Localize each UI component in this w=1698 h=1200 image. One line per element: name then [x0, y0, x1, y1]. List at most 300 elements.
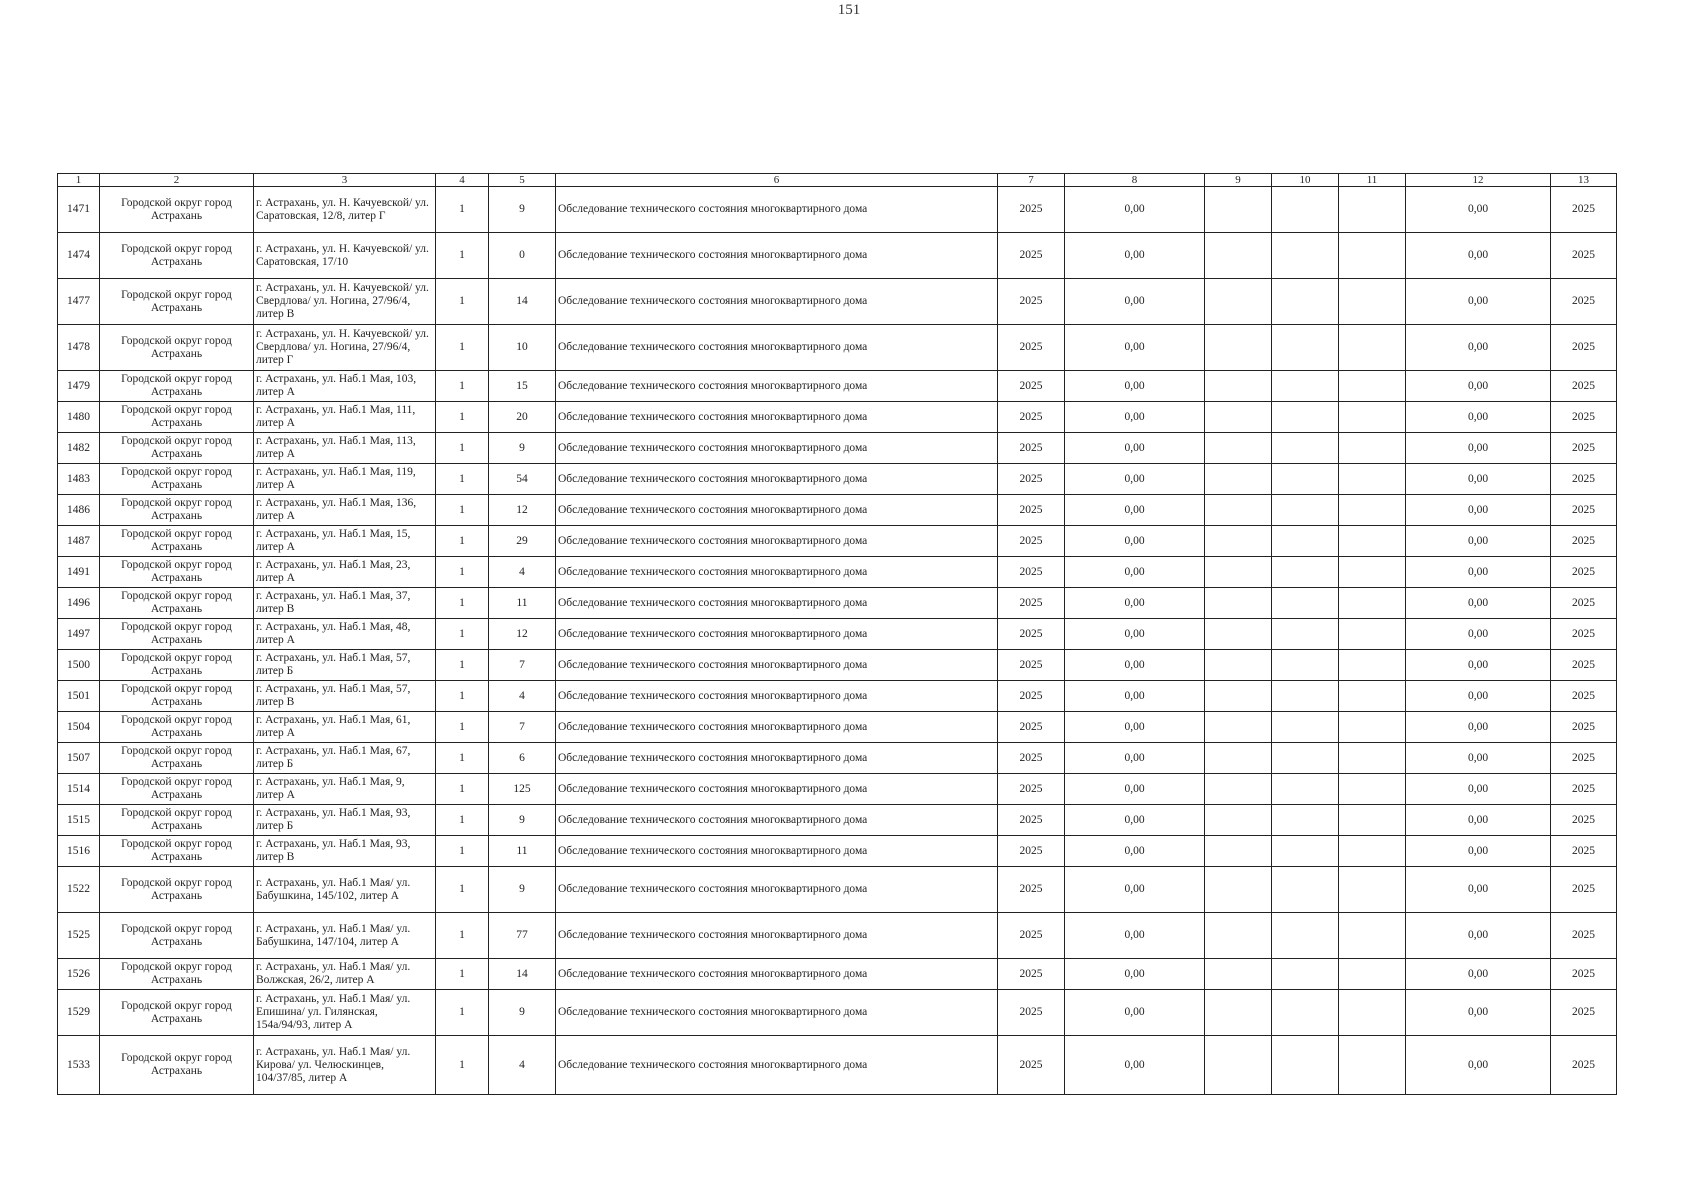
cell-col8: 0,00: [1065, 402, 1205, 433]
cell-col10: [1272, 233, 1339, 279]
work-type-cell: Обследование технического состояния многоквартирного дома: [556, 464, 998, 495]
cell-col9: [1205, 959, 1272, 990]
cell-col8: 0,00: [1065, 588, 1205, 619]
row-number: 1525: [58, 913, 100, 959]
column-header: 1: [58, 174, 100, 187]
cell-col10: [1272, 712, 1339, 743]
cell-col9: [1205, 712, 1272, 743]
cell-col7: 2025: [998, 325, 1065, 371]
cell-col10: [1272, 371, 1339, 402]
cell-col7: 2025: [998, 867, 1065, 913]
cell-col8: 0,00: [1065, 557, 1205, 588]
cell-col4: 1: [436, 325, 489, 371]
address-cell: г. Астрахань, ул. Н. Качуевской/ ул. Саратовская, 12/8, литер Г: [254, 187, 436, 233]
work-type-cell: Обследование технического состояния многоквартирного дома: [556, 1036, 998, 1095]
page-number: 151: [837, 2, 861, 18]
cell-col5: 77: [489, 913, 556, 959]
cell-col5: 29: [489, 526, 556, 557]
cell-col10: [1272, 464, 1339, 495]
cell-col7: 2025: [998, 743, 1065, 774]
cell-col10: [1272, 557, 1339, 588]
municipality-cell: Городской округ город Астрахань: [100, 836, 254, 867]
table-row: [58, 743, 1617, 774]
table-row: [58, 495, 1617, 526]
municipality-cell: Городской округ город Астрахань: [100, 681, 254, 712]
cell-col4: 1: [436, 1036, 489, 1095]
municipality-cell: Городской округ город Астрахань: [100, 402, 254, 433]
address-cell: г. Астрахань, ул. Наб.1 Мая/ ул. Кирова/ ул. Челюскинцев, 104/37/85, литер А: [254, 1036, 436, 1095]
cell-col7: 2025: [998, 959, 1065, 990]
column-header: 8: [1065, 174, 1205, 187]
cell-col9: [1205, 774, 1272, 805]
cell-col7: 2025: [998, 619, 1065, 650]
column-header: 5: [489, 174, 556, 187]
municipality-cell: Городской округ город Астрахань: [100, 990, 254, 1036]
table-row: [58, 774, 1617, 805]
cell-col5: 9: [489, 805, 556, 836]
table-row: [58, 588, 1617, 619]
work-type-cell: Обследование технического состояния многоквартирного дома: [556, 526, 998, 557]
cell-col8: 0,00: [1065, 526, 1205, 557]
address-cell: г. Астрахань, ул. Н. Качуевской/ ул. Свердлова/ ул. Ногина, 27/96/4, литер В: [254, 279, 436, 325]
cell-col13: 2025: [1551, 959, 1617, 990]
cell-col4: 1: [436, 187, 489, 233]
address-cell: г. Астрахань, ул. Наб.1 Мая/ ул. Бабушкина, 145/102, литер А: [254, 867, 436, 913]
cell-col13: 2025: [1551, 1036, 1617, 1095]
cell-col5: 9: [489, 867, 556, 913]
column-header: 9: [1205, 174, 1272, 187]
column-header: 2: [100, 174, 254, 187]
municipality-cell: Городской округ город Астрахань: [100, 959, 254, 990]
municipality-cell: Городской округ город Астрахань: [100, 495, 254, 526]
address-cell: г. Астрахань, ул. Наб.1 Мая, 48, литер А: [254, 619, 436, 650]
cell-col9: [1205, 681, 1272, 712]
cell-col11: [1339, 1036, 1406, 1095]
row-number: 1482: [58, 433, 100, 464]
cell-col8: 0,00: [1065, 464, 1205, 495]
row-number: 1504: [58, 712, 100, 743]
cell-col10: [1272, 805, 1339, 836]
cell-col12: 0,00: [1406, 743, 1551, 774]
cell-col10: [1272, 774, 1339, 805]
cell-col9: [1205, 588, 1272, 619]
municipality-cell: Городской округ город Астрахань: [100, 805, 254, 836]
cell-col13: 2025: [1551, 743, 1617, 774]
work-type-cell: Обследование технического состояния многоквартирного дома: [556, 325, 998, 371]
cell-col10: [1272, 325, 1339, 371]
cell-col13: 2025: [1551, 526, 1617, 557]
cell-col12: 0,00: [1406, 836, 1551, 867]
row-number: 1483: [58, 464, 100, 495]
cell-col9: [1205, 557, 1272, 588]
cell-col13: 2025: [1551, 774, 1617, 805]
table-row: [58, 867, 1617, 913]
cell-col8: 0,00: [1065, 990, 1205, 1036]
cell-col10: [1272, 588, 1339, 619]
register-table: [57, 173, 1617, 1095]
cell-col11: [1339, 712, 1406, 743]
cell-col10: [1272, 495, 1339, 526]
cell-col9: [1205, 650, 1272, 681]
cell-col4: 1: [436, 774, 489, 805]
cell-col11: [1339, 774, 1406, 805]
cell-col9: [1205, 1036, 1272, 1095]
cell-col12: 0,00: [1406, 279, 1551, 325]
row-number: 1496: [58, 588, 100, 619]
address-cell: г. Астрахань, ул. Наб.1 Мая, 111, литер А: [254, 402, 436, 433]
cell-col5: 11: [489, 588, 556, 619]
cell-col12: 0,00: [1406, 233, 1551, 279]
cell-col9: [1205, 187, 1272, 233]
cell-col8: 0,00: [1065, 187, 1205, 233]
cell-col4: 1: [436, 743, 489, 774]
cell-col10: [1272, 402, 1339, 433]
cell-col10: [1272, 619, 1339, 650]
cell-col9: [1205, 279, 1272, 325]
cell-col4: 1: [436, 464, 489, 495]
work-type-cell: Обследование технического состояния многоквартирного дома: [556, 187, 998, 233]
cell-col5: 12: [489, 495, 556, 526]
cell-col5: 7: [489, 712, 556, 743]
address-cell: г. Астрахань, ул. Наб.1 Мая, 61, литер А: [254, 712, 436, 743]
row-number: 1522: [58, 867, 100, 913]
address-cell: г. Астрахань, ул. Н. Качуевской/ ул. Саратовская, 17/10: [254, 233, 436, 279]
table-row: [58, 836, 1617, 867]
work-type-cell: Обследование технического состояния многоквартирного дома: [556, 913, 998, 959]
municipality-cell: Городской округ город Астрахань: [100, 743, 254, 774]
cell-col4: 1: [436, 588, 489, 619]
municipality-cell: Городской округ город Астрахань: [100, 913, 254, 959]
table-row: [58, 433, 1617, 464]
cell-col7: 2025: [998, 433, 1065, 464]
column-header: 11: [1339, 174, 1406, 187]
cell-col12: 0,00: [1406, 1036, 1551, 1095]
work-type-cell: Обследование технического состояния многоквартирного дома: [556, 681, 998, 712]
cell-col4: 1: [436, 233, 489, 279]
cell-col11: [1339, 867, 1406, 913]
cell-col13: 2025: [1551, 805, 1617, 836]
cell-col11: [1339, 187, 1406, 233]
cell-col4: 1: [436, 990, 489, 1036]
table-row: [58, 650, 1617, 681]
row-number: 1497: [58, 619, 100, 650]
cell-col8: 0,00: [1065, 650, 1205, 681]
cell-col5: 9: [489, 433, 556, 464]
cell-col9: [1205, 805, 1272, 836]
cell-col7: 2025: [998, 681, 1065, 712]
cell-col7: 2025: [998, 805, 1065, 836]
cell-col13: 2025: [1551, 588, 1617, 619]
cell-col12: 0,00: [1406, 867, 1551, 913]
cell-col9: [1205, 464, 1272, 495]
cell-col12: 0,00: [1406, 650, 1551, 681]
address-cell: г. Астрахань, ул. Наб.1 Мая/ ул. Волжская, 26/2, литер А: [254, 959, 436, 990]
cell-col8: 0,00: [1065, 805, 1205, 836]
cell-col12: 0,00: [1406, 325, 1551, 371]
cell-col10: [1272, 1036, 1339, 1095]
cell-col10: [1272, 867, 1339, 913]
cell-col8: 0,00: [1065, 371, 1205, 402]
address-cell: г. Астрахань, ул. Наб.1 Мая, 119, литер А: [254, 464, 436, 495]
work-type-cell: Обследование технического состояния многоквартирного дома: [556, 774, 998, 805]
cell-col5: 12: [489, 619, 556, 650]
cell-col12: 0,00: [1406, 774, 1551, 805]
table-row: [58, 959, 1617, 990]
address-cell: г. Астрахань, ул. Наб.1 Мая, 57, литер Б: [254, 650, 436, 681]
cell-col7: 2025: [998, 495, 1065, 526]
table-row: [58, 712, 1617, 743]
work-type-cell: Обследование технического состояния многоквартирного дома: [556, 557, 998, 588]
address-cell: г. Астрахань, ул. Наб.1 Мая, 9, литер А: [254, 774, 436, 805]
cell-col13: 2025: [1551, 867, 1617, 913]
row-number: 1487: [58, 526, 100, 557]
cell-col11: [1339, 588, 1406, 619]
cell-col11: [1339, 371, 1406, 402]
cell-col5: 14: [489, 959, 556, 990]
row-number: 1533: [58, 1036, 100, 1095]
cell-col12: 0,00: [1406, 588, 1551, 619]
cell-col4: 1: [436, 913, 489, 959]
cell-col9: [1205, 233, 1272, 279]
cell-col7: 2025: [998, 526, 1065, 557]
cell-col10: [1272, 650, 1339, 681]
table-row: [58, 990, 1617, 1036]
cell-col8: 0,00: [1065, 959, 1205, 990]
cell-col7: 2025: [998, 1036, 1065, 1095]
address-cell: г. Астрахань, ул. Наб.1 Мая, 136, литер А: [254, 495, 436, 526]
cell-col8: 0,00: [1065, 913, 1205, 959]
cell-col11: [1339, 681, 1406, 712]
cell-col12: 0,00: [1406, 464, 1551, 495]
cell-col11: [1339, 990, 1406, 1036]
column-header: 6: [556, 174, 998, 187]
work-type-cell: Обследование технического состояния многоквартирного дома: [556, 433, 998, 464]
cell-col13: 2025: [1551, 495, 1617, 526]
cell-col11: [1339, 650, 1406, 681]
cell-col5: 125: [489, 774, 556, 805]
municipality-cell: Городской округ город Астрахань: [100, 279, 254, 325]
work-type-cell: Обследование технического состояния многоквартирного дома: [556, 867, 998, 913]
cell-col12: 0,00: [1406, 526, 1551, 557]
table-row: [58, 1036, 1617, 1095]
cell-col9: [1205, 619, 1272, 650]
cell-col13: 2025: [1551, 325, 1617, 371]
cell-col5: 4: [489, 1036, 556, 1095]
cell-col8: 0,00: [1065, 743, 1205, 774]
cell-col13: 2025: [1551, 187, 1617, 233]
cell-col9: [1205, 371, 1272, 402]
cell-col8: 0,00: [1065, 233, 1205, 279]
table-row: [58, 325, 1617, 371]
address-cell: г. Астрахань, ул. Наб.1 Мая, 23, литер А: [254, 557, 436, 588]
row-number: 1501: [58, 681, 100, 712]
cell-col4: 1: [436, 279, 489, 325]
work-type-cell: Обследование технического состояния многоквартирного дома: [556, 743, 998, 774]
cell-col13: 2025: [1551, 990, 1617, 1036]
cell-col4: 1: [436, 681, 489, 712]
table-row: [58, 187, 1617, 233]
row-number: 1514: [58, 774, 100, 805]
cell-col7: 2025: [998, 371, 1065, 402]
cell-col8: 0,00: [1065, 619, 1205, 650]
cell-col9: [1205, 433, 1272, 464]
cell-col9: [1205, 495, 1272, 526]
address-cell: г. Астрахань, ул. Наб.1 Мая, 57, литер В: [254, 681, 436, 712]
cell-col4: 1: [436, 402, 489, 433]
cell-col12: 0,00: [1406, 712, 1551, 743]
cell-col9: [1205, 526, 1272, 557]
address-cell: г. Астрахань, ул. Наб.1 Мая/ ул. Епишина/ ул. Гилянская, 154а/94/93, литер А: [254, 990, 436, 1036]
cell-col7: 2025: [998, 774, 1065, 805]
municipality-cell: Городской округ город Астрахань: [100, 325, 254, 371]
cell-col4: 1: [436, 557, 489, 588]
cell-col10: [1272, 526, 1339, 557]
cell-col8: 0,00: [1065, 433, 1205, 464]
cell-col11: [1339, 495, 1406, 526]
cell-col5: 4: [489, 681, 556, 712]
table-row: [58, 402, 1617, 433]
municipality-cell: Городской округ город Астрахань: [100, 233, 254, 279]
cell-col13: 2025: [1551, 464, 1617, 495]
cell-col10: [1272, 743, 1339, 774]
address-cell: г. Астрахань, ул. Наб.1 Мая, 103, литер А: [254, 371, 436, 402]
cell-col11: [1339, 526, 1406, 557]
cell-col13: 2025: [1551, 233, 1617, 279]
cell-col8: 0,00: [1065, 774, 1205, 805]
work-type-cell: Обследование технического состояния многоквартирного дома: [556, 402, 998, 433]
cell-col7: 2025: [998, 557, 1065, 588]
row-number: 1479: [58, 371, 100, 402]
work-type-cell: Обследование технического состояния многоквартирного дома: [556, 233, 998, 279]
cell-col5: 9: [489, 187, 556, 233]
cell-col12: 0,00: [1406, 433, 1551, 464]
cell-col7: 2025: [998, 187, 1065, 233]
address-cell: г. Астрахань, ул. Наб.1 Мая, 15, литер А: [254, 526, 436, 557]
cell-col13: 2025: [1551, 913, 1617, 959]
work-type-cell: Обследование технического состояния многоквартирного дома: [556, 836, 998, 867]
cell-col5: 0: [489, 233, 556, 279]
column-header: 7: [998, 174, 1065, 187]
municipality-cell: Городской округ город Астрахань: [100, 867, 254, 913]
cell-col9: [1205, 743, 1272, 774]
cell-col4: 1: [436, 712, 489, 743]
cell-col10: [1272, 187, 1339, 233]
row-number: 1526: [58, 959, 100, 990]
cell-col5: 6: [489, 743, 556, 774]
row-number: 1486: [58, 495, 100, 526]
cell-col8: 0,00: [1065, 712, 1205, 743]
cell-col11: [1339, 805, 1406, 836]
work-type-cell: Обследование технического состояния многоквартирного дома: [556, 959, 998, 990]
cell-col8: 0,00: [1065, 836, 1205, 867]
table-row: [58, 805, 1617, 836]
cell-col13: 2025: [1551, 650, 1617, 681]
work-type-cell: Обследование технического состояния многоквартирного дома: [556, 712, 998, 743]
cell-col10: [1272, 990, 1339, 1036]
cell-col13: 2025: [1551, 433, 1617, 464]
cell-col7: 2025: [998, 913, 1065, 959]
cell-col4: 1: [436, 867, 489, 913]
table-row: [58, 619, 1617, 650]
cell-col13: 2025: [1551, 557, 1617, 588]
table-row: [58, 557, 1617, 588]
cell-col11: [1339, 836, 1406, 867]
cell-col12: 0,00: [1406, 402, 1551, 433]
row-number: 1516: [58, 836, 100, 867]
cell-col11: [1339, 402, 1406, 433]
municipality-cell: Городской округ город Астрахань: [100, 371, 254, 402]
cell-col10: [1272, 913, 1339, 959]
municipality-cell: Городской округ город Астрахань: [100, 433, 254, 464]
address-cell: г. Астрахань, ул. Наб.1 Мая/ ул. Бабушкина, 147/104, литер А: [254, 913, 436, 959]
cell-col11: [1339, 279, 1406, 325]
cell-col11: [1339, 325, 1406, 371]
row-number: 1474: [58, 233, 100, 279]
table-row: [58, 681, 1617, 712]
cell-col8: 0,00: [1065, 325, 1205, 371]
cell-col13: 2025: [1551, 619, 1617, 650]
cell-col12: 0,00: [1406, 959, 1551, 990]
cell-col4: 1: [436, 526, 489, 557]
cell-col4: 1: [436, 433, 489, 464]
cell-col5: 4: [489, 557, 556, 588]
cell-col7: 2025: [998, 233, 1065, 279]
cell-col10: [1272, 433, 1339, 464]
municipality-cell: Городской округ город Астрахань: [100, 187, 254, 233]
cell-col5: 14: [489, 279, 556, 325]
work-type-cell: Обследование технического состояния многоквартирного дома: [556, 371, 998, 402]
cell-col12: 0,00: [1406, 681, 1551, 712]
cell-col5: 20: [489, 402, 556, 433]
column-header: 12: [1406, 174, 1551, 187]
cell-col12: 0,00: [1406, 187, 1551, 233]
cell-col10: [1272, 836, 1339, 867]
cell-col10: [1272, 959, 1339, 990]
work-type-cell: Обследование технического состояния многоквартирного дома: [556, 619, 998, 650]
row-number: 1491: [58, 557, 100, 588]
cell-col12: 0,00: [1406, 913, 1551, 959]
cell-col9: [1205, 402, 1272, 433]
cell-col12: 0,00: [1406, 619, 1551, 650]
cell-col11: [1339, 619, 1406, 650]
cell-col11: [1339, 913, 1406, 959]
cell-col8: 0,00: [1065, 681, 1205, 712]
municipality-cell: Городской округ город Астрахань: [100, 619, 254, 650]
cell-col11: [1339, 557, 1406, 588]
cell-col7: 2025: [998, 588, 1065, 619]
cell-col8: 0,00: [1065, 867, 1205, 913]
cell-col10: [1272, 681, 1339, 712]
row-number: 1478: [58, 325, 100, 371]
cell-col4: 1: [436, 371, 489, 402]
cell-col7: 2025: [998, 464, 1065, 495]
cell-col4: 1: [436, 650, 489, 681]
municipality-cell: Городской округ город Астрахань: [100, 557, 254, 588]
cell-col12: 0,00: [1406, 495, 1551, 526]
column-header: 3: [254, 174, 436, 187]
cell-col11: [1339, 233, 1406, 279]
cell-col11: [1339, 464, 1406, 495]
cell-col12: 0,00: [1406, 557, 1551, 588]
table-row: [58, 279, 1617, 325]
address-cell: г. Астрахань, ул. Наб.1 Мая, 67, литер Б: [254, 743, 436, 774]
cell-col4: 1: [436, 836, 489, 867]
cell-col7: 2025: [998, 279, 1065, 325]
cell-col13: 2025: [1551, 279, 1617, 325]
row-number: 1480: [58, 402, 100, 433]
cell-col4: 1: [436, 959, 489, 990]
cell-col8: 0,00: [1065, 495, 1205, 526]
